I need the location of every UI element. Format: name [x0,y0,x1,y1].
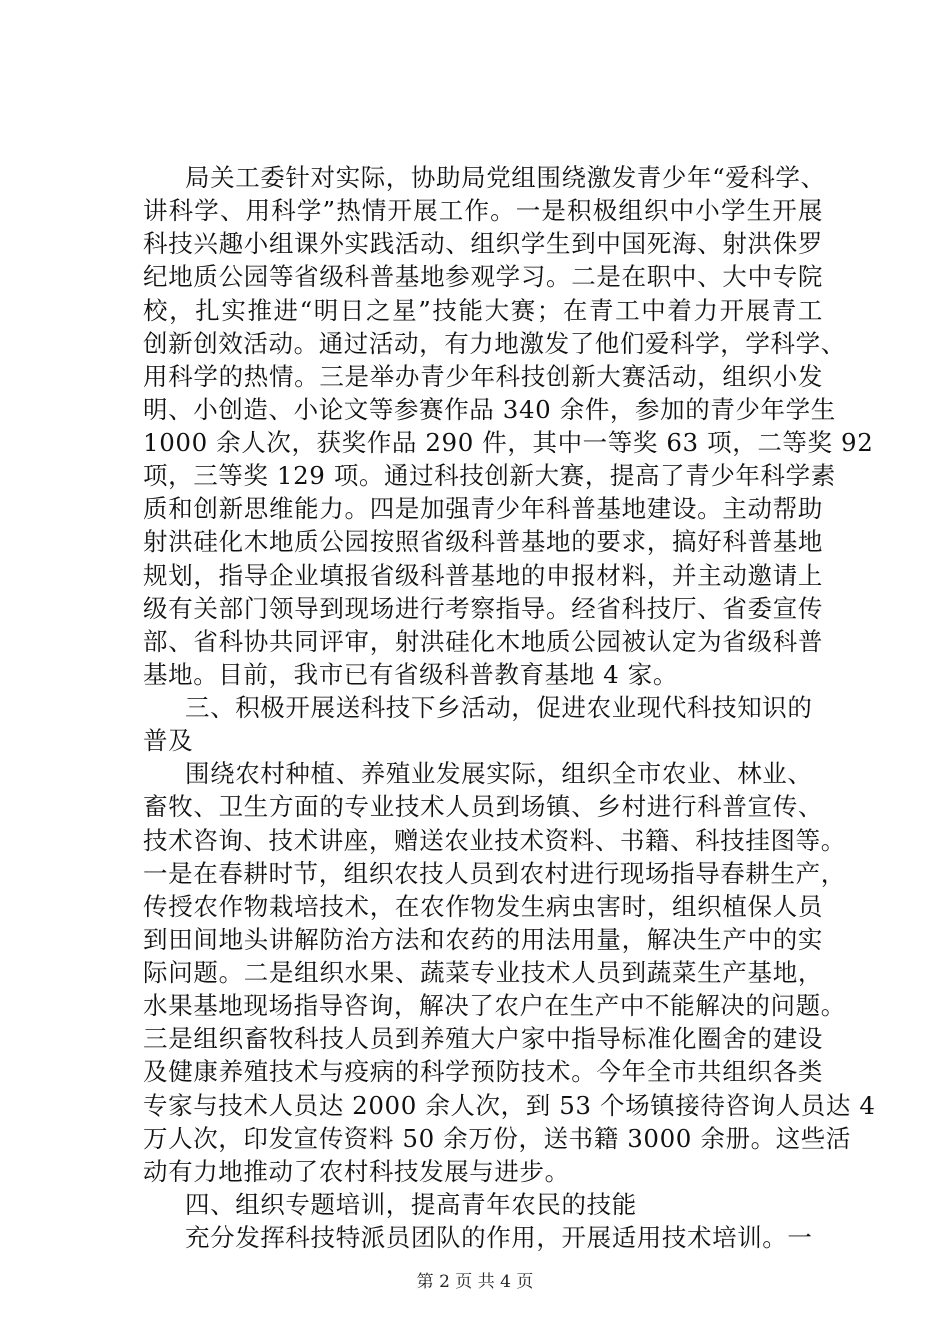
text-line: 一是在春耕时节，组织农技人员到农村进行现场指导春耕生产， [143,859,846,888]
text-line: 基地。目前，我市已有省级科普教育基地 4 家。 [143,660,678,689]
section-heading-continuation: 普及 [143,726,194,755]
text-line: 部、省科协共同评审，射洪硅化木地质公园被认定为省级科普 [143,627,823,656]
text-line: 1000 余人次，获奖作品 290 件，其中一等奖 63 项，二等奖 92 [143,428,874,457]
text-line: 局关工委针对实际，协助局党组围绕激发青少年“爱科学、 [185,163,826,192]
section-heading: 四、组织专题培训，提高青年农民的技能 [185,1190,637,1219]
text-line: 万人次，印发宣传资料 50 余万份，送书籍 3000 余册。这些活 [143,1124,851,1153]
text-line: 射洪硅化木地质公园按照省级科普基地的要求，搞好科普基地 [143,527,823,556]
text-line: 明、小创造、小论文等参赛作品 340 余件，参加的青少年学生 [143,395,836,424]
text-line: 技术咨询、技术讲座，赠送农业技术资料、书籍、科技挂图等。 [143,826,846,855]
page-footer: 第 2 页 共 4 页 [416,1272,534,1292]
text-line: 校，扎实推进“明日之星”技能大赛；在青工中着力开展青工 [143,296,823,325]
text-line: 动有力地推动了农村科技发展与进步。 [143,1157,570,1186]
text-line: 级有关部门领导到现场进行考察指导。经省科技厅、省委宣传 [143,594,823,623]
text-line: 纪地质公园等省级科普基地参观学习。二是在职中、大中专院 [143,262,823,291]
section-heading: 三、积极开展送科技下乡活动，促进农业现代科技知识的 [185,693,813,722]
text-line: 项，三等奖 129 项。通过科技创新大赛，提高了青少年科学素 [143,461,836,490]
text-line: 水果基地现场指导咨询，解决了农户在生产中不能解决的问题。 [143,991,846,1020]
text-line: 规划，指导企业填报省级科普基地的申报材料，并主动邀请上 [143,561,823,590]
text-line: 际问题。二是组织水果、蔬菜专业技术人员到蔬菜生产基地， [143,958,823,987]
text-line: 科技兴趣小组课外实践活动、组织学生到中国死海、射洪侏罗 [143,229,823,258]
text-line: 围绕农村种植、养殖业发展实际，组织全市农业、林业、 [185,759,813,788]
text-line: 讲科学、用科学”热情开展工作。一是积极组织中小学生开展 [143,196,823,225]
text-line: 及健康养殖技术与疫病的科学预防技术。今年全市共组织各类 [143,1057,823,1086]
text-line: 用科学的热情。三是举办青少年科技创新大赛活动，组织小发 [143,362,823,391]
text-line: 到田间地头讲解防治方法和农药的用法用量，解决生产中的实 [143,925,823,954]
text-line: 创新创效活动。通过活动，有力地激发了他们爱科学，学科学、 [143,329,846,358]
text-line: 专家与技术人员达 2000 余人次，到 53 个场镇接待咨询人员达 4 [143,1091,876,1120]
text-line: 三是组织畜牧科技人员到养殖大户家中指导标准化圈舍的建设 [143,1024,823,1053]
text-line: 充分发挥科技特派员团队的作用，开展适用技术培训。一 [185,1223,813,1252]
text-line: 传授农作物栽培技术，在农作物发生病虫害时，组织植保人员 [143,892,823,921]
text-line: 畜牧、卫生方面的专业技术人员到场镇、乡村进行科普宣传、 [143,792,823,821]
text-line: 质和创新思维能力。四是加强青少年科普基地建设。主动帮助 [143,494,823,523]
